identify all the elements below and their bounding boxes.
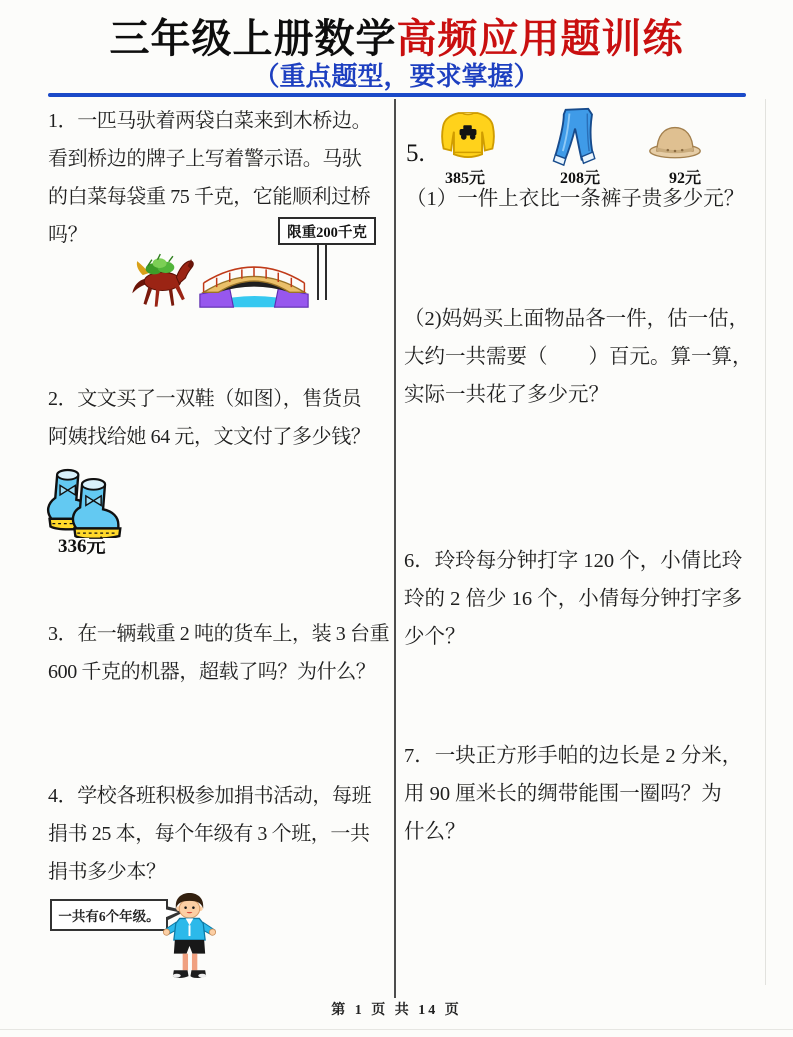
question-3-line: 3．在一辆载重 2 吨的货车上，装 3 台重 [48,623,390,645]
blue-pants-icon [552,106,600,168]
speech-bubble [50,899,168,931]
page-title-black: 三年级上册数学 [109,17,397,61]
question-7-line: 用 90 厘米长的绸带能围一圈吗？为 [404,783,722,805]
right-border-line [765,99,766,985]
boots-price-label: 336元 [58,536,106,557]
yellow-sweater-icon [438,107,498,164]
question-6-line: 玲的 2 倍少 16 个，小倩每分钟打字多 [404,588,743,610]
question-7-line: 7．一块正方形手帕的边长是 2 分米， [404,745,743,767]
speech-bubble-text: 一共有6个年级。 [58,909,160,924]
question-4 [48,777,371,891]
question-3 [48,615,389,691]
arch-bridge-icon [198,253,310,311]
hat-price-label: 92元 [668,170,701,187]
question-6 [404,542,742,656]
sweater-price-label: 385元 [444,170,485,187]
question-6-line: 6．玲玲每分钟打字 120 个，小倩比玲 [404,550,743,572]
header-divider-line [48,93,746,97]
question-5-part1-line: （1）一件上衣比一条裤子贵多少元？ [406,188,745,210]
question-5-part2-line: （2)妈妈买上面物品各一件，估一估， [404,308,750,330]
question-7-line: 什么？ [404,821,466,843]
column-divider-line [394,99,396,998]
page-number: 第 1 页 共 14 页 [331,1003,462,1018]
question-4-line: 4．学校各班积极参加捐书活动，每班 [48,785,372,807]
horse-with-cabbage-icon [126,248,196,312]
page-subtitle: （重点题型，要求掌握） [253,62,540,91]
question-5-part2 [404,300,753,414]
straw-hat-icon [648,124,702,160]
bottom-border-line [0,1029,793,1030]
question-1-line: 看到桥边的牌子上写着警示语。马驮 [48,148,362,170]
weight-limit-sign-text: 限重200千克 [287,224,367,241]
question-6-line: 少个？ [404,626,466,648]
question-7 [404,737,742,851]
weight-limit-sign [278,217,376,245]
question-4-line: 捐书多少本？ [48,861,166,883]
question-4-line: 捐书 25 本，每个年级有 3 个班，一共 [48,823,370,845]
question-5-part2-line: 实际一共花了多少元？ [404,384,609,406]
question-5-part2-line: 大约一共需要（ ）百元。算一算， [404,346,753,368]
question-2 [48,380,370,456]
pants-price-label: 208元 [559,170,600,187]
question-1-line: 的白菜每袋重 75 千克，它能顺利过桥 [48,186,371,208]
question-5-part1 [406,180,744,218]
question-2-line: 阿姨找给她 64 元，文文付了多少钱？ [48,426,371,448]
page-title-red: 高频应用题训练 [396,17,684,61]
sign-post [317,245,327,300]
question-1-line: 1．一匹马驮着两袋白菜来到木桥边。 [48,110,372,132]
question-3-line: 600 千克的机器，超载了吗？为什么？ [48,661,376,683]
question-2-line: 2．文文买了一双鞋（如图），售货员 [48,388,362,410]
question-5-number: 5. [406,140,425,167]
question-1-line: 吗？ [48,224,88,246]
blue-boots-icon [40,450,126,538]
cartoon-boy-icon [162,893,217,983]
